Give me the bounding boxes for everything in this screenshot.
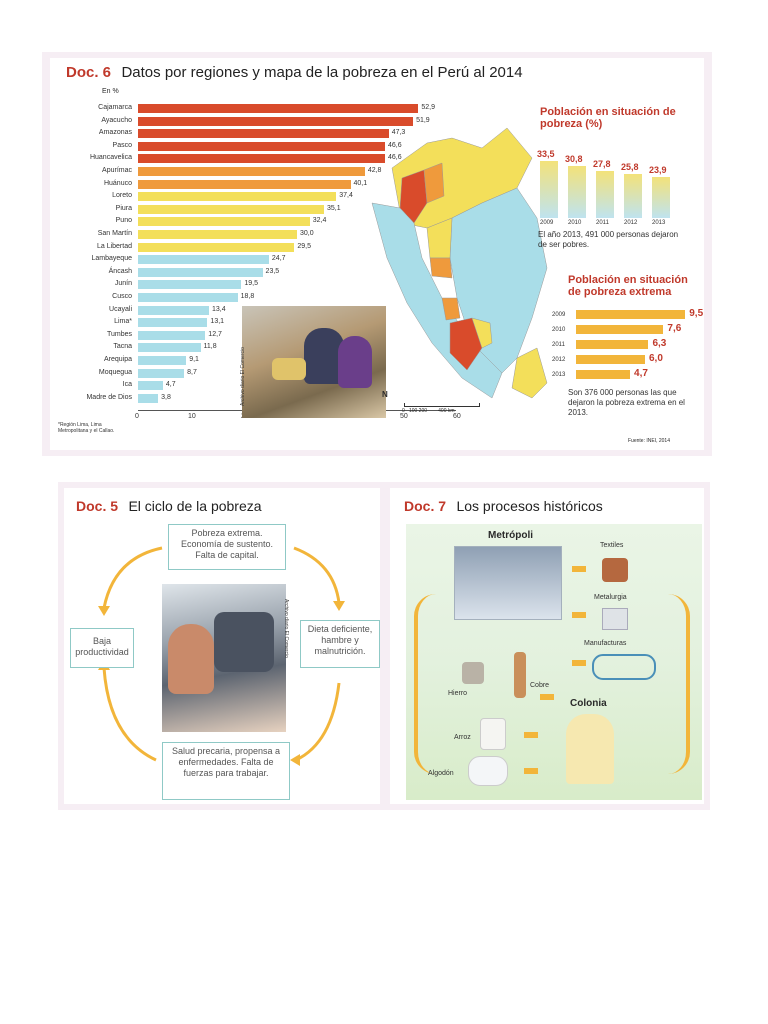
arrow-left <box>540 694 554 700</box>
poverty-year-label: 2010 <box>568 220 582 226</box>
basket-shape <box>272 358 306 380</box>
woman-shape <box>168 624 214 694</box>
process-diagram <box>406 524 702 800</box>
bar-category-label: Lima* <box>114 318 132 326</box>
region-bar <box>138 217 310 226</box>
bar-category-label: Tumbes <box>106 330 132 338</box>
bar-value-label: 35,1 <box>327 204 341 212</box>
doc6-label: Doc. 6 <box>66 64 112 81</box>
bar-value-label: 46,6 <box>387 141 402 149</box>
north-arrow <box>382 390 388 399</box>
cycle-arrow <box>104 548 162 608</box>
extreme-year-label: 2012 <box>552 357 566 363</box>
region-bar <box>138 306 209 315</box>
extreme-value-label: 9,5 <box>689 308 704 319</box>
extreme-bar <box>576 340 648 349</box>
item-algodon: Algodón <box>428 770 454 777</box>
region-bar <box>138 205 324 214</box>
bar-value-label: 40,1 <box>353 179 368 187</box>
crowd-shape <box>214 612 274 672</box>
region-bar <box>138 180 351 189</box>
region-bar <box>138 356 186 365</box>
unit-label: En % <box>102 88 119 95</box>
colonia-label: Colonia <box>570 698 607 709</box>
photo-credit: Archivo diario El Comercio <box>283 599 289 658</box>
bar-value-label: 51,9 <box>416 116 430 124</box>
bar-category-label: Ayacucho <box>101 116 132 124</box>
bar-category-label: Huancavelica <box>89 154 132 162</box>
cycle-box-top: Pobreza extrema. Economía de sustento. Falta de capital. <box>168 524 286 570</box>
cycle-arrow <box>104 668 156 760</box>
region-bar <box>138 255 269 264</box>
region-bar <box>138 331 205 340</box>
bar-value-label: 52,9 <box>421 104 435 111</box>
bar-value-label: 23,5 <box>265 267 280 275</box>
poverty-value-label: 30,8 <box>565 153 583 164</box>
item-hierro: Hierro <box>448 690 468 697</box>
bar-category-label: Madre de Dios <box>86 393 132 401</box>
poverty-column <box>624 174 642 218</box>
poverty-value-label: 25,8 <box>621 162 639 173</box>
bar-category-label: Moquegua <box>98 368 132 376</box>
extreme-bar <box>576 370 630 379</box>
bar-category-label: Apurímac <box>102 167 132 174</box>
bar-category-label: Tacna <box>113 343 132 351</box>
bar-category-label: Áncash <box>108 267 132 275</box>
poverty-year-label: 2012 <box>624 220 638 226</box>
extreme-bar <box>576 355 645 364</box>
bar-value-label: 13,4 <box>212 305 226 313</box>
doc6-title: Datos por regiones y mapa de la pobreza en el Perú al 2014 <box>121 64 523 81</box>
arrowhead <box>333 601 345 611</box>
map-pasco-region <box>430 258 452 278</box>
doc7-panel <box>390 488 704 804</box>
doc5-doc7-panel <box>58 482 710 810</box>
doc5-panel <box>64 488 380 804</box>
map-scale-bar <box>404 403 480 407</box>
bar-category-label: Puno <box>115 217 132 225</box>
bar-category-label: Ucayali <box>109 305 132 313</box>
region-bar <box>138 343 201 352</box>
bar-value-label: 32,4 <box>312 217 327 225</box>
poverty-column <box>540 161 558 218</box>
extreme-year-label: 2011 <box>552 342 565 348</box>
arrowhead <box>98 606 110 616</box>
extreme-bar <box>576 310 685 319</box>
bar-category-label: Huánuco <box>103 179 132 187</box>
bar-category-label: Pasco <box>112 141 132 149</box>
bar-value-label: 11,8 <box>203 343 217 351</box>
extreme-chart-title: Población en situación de pobreza extrema <box>568 274 688 298</box>
region-bar <box>138 381 163 390</box>
bar-value-label: 8,7 <box>187 368 197 376</box>
region-bar <box>138 394 158 403</box>
region-bar <box>138 167 365 176</box>
poverty-value-label: 23,9 <box>649 165 667 176</box>
bar-category-label: Lambayeque <box>91 255 132 263</box>
region-bar <box>138 192 336 201</box>
market-photo <box>162 584 289 732</box>
arrow-right <box>572 660 586 666</box>
extreme-value-label: 4,7 <box>634 368 648 379</box>
arrow-left <box>524 768 538 774</box>
extreme-year-label: 2010 <box>552 327 566 333</box>
poverty-year-label: 2013 <box>652 220 666 226</box>
doc6-panel <box>42 52 712 456</box>
extreme-value-label: 6,0 <box>649 353 663 364</box>
bar-value-label: 13,1 <box>210 318 225 326</box>
bar-value-label: 19,5 <box>244 280 258 288</box>
iron-icon <box>462 662 484 684</box>
x-tick-label: 50 <box>400 413 408 421</box>
bar-category-label: Loreto <box>112 192 132 200</box>
cycle-box-left: Baja productividad <box>70 628 134 668</box>
bar-value-label: 24,7 <box>271 255 286 263</box>
bar-category-label: Arequipa <box>103 356 132 363</box>
region-bar <box>138 280 241 289</box>
region-bar <box>138 318 207 327</box>
arrow-right <box>572 612 586 618</box>
extreme-value-label: 7,6 <box>667 323 682 334</box>
arrowhead <box>290 754 300 766</box>
rice-icon <box>480 718 506 750</box>
doc5-title: El ciclo de la pobreza <box>128 498 262 514</box>
doc7-title: Los procesos históricos <box>456 498 603 514</box>
source-label: Fuente: INEI, 2014 <box>628 438 670 444</box>
region-bar <box>138 369 184 378</box>
bar-category-label: San Martín <box>97 230 132 237</box>
bar-value-label: 4,7 <box>165 381 176 389</box>
region-bar <box>138 230 297 239</box>
bar-value-label: 42,8 <box>367 167 382 174</box>
extreme-bar-chart <box>552 304 702 384</box>
bar-category-label: Amazonas <box>98 129 132 137</box>
map-scale-label: 0 100 200 400 km <box>402 408 455 414</box>
bar-value-label: 46,6 <box>387 154 402 162</box>
bar-category-label: Ica <box>122 381 132 389</box>
bar-value-label: 47,3 <box>391 129 406 137</box>
metropoli-image <box>454 546 562 620</box>
footnote: *Región Lima, Lima Metropolitana y el Callao. <box>58 422 115 434</box>
bar-category-label: Piura <box>115 204 132 212</box>
poverty-note: El año 2013, 491 000 personas dejaron de ser pobres. <box>538 230 679 249</box>
x-tick-label: 60 <box>453 413 461 421</box>
poverty-value-label: 33,5 <box>537 149 555 160</box>
bar-value-label: 9,1 <box>189 356 199 363</box>
north-label: N <box>382 390 388 399</box>
item-arroz: Arroz <box>454 734 471 741</box>
right-cycle-arrow <box>668 594 690 774</box>
colonia-figure <box>566 714 614 784</box>
region-bar <box>138 243 294 252</box>
doc7-label: Doc. 7 <box>404 498 447 514</box>
region-bar <box>138 293 238 302</box>
extreme-year-label: 2009 <box>552 312 566 318</box>
extreme-year-label: 2013 <box>552 372 566 378</box>
bar-value-label: 3,8 <box>161 393 171 401</box>
bar-value-label: 30,0 <box>300 230 314 237</box>
poverty-column <box>596 171 614 218</box>
metal-icon <box>602 608 628 630</box>
cycle-box-right: Dieta deficiente, hambre y malnutrición. <box>300 620 380 668</box>
x-tick-label: 10 <box>188 413 196 421</box>
extreme-bar <box>576 325 663 334</box>
poverty-year-label: 2009 <box>540 220 554 226</box>
poverty-chart-title: Población en situación de pobreza (%) <box>540 106 676 130</box>
photo-credit: Archivo diario El Comercio <box>240 347 246 406</box>
arrow-left <box>524 732 538 738</box>
item-cobre: Cobre <box>530 682 550 689</box>
poverty-column <box>568 166 586 218</box>
extreme-value-label: 6,3 <box>652 338 667 349</box>
bar-value-label: 29,5 <box>297 242 311 250</box>
arrow-right <box>572 566 586 572</box>
shirt-icon <box>602 558 628 582</box>
doc5-label: Doc. 5 <box>76 498 119 514</box>
bar-category-label: Cusco <box>112 293 132 300</box>
bar-category-label: Junín <box>114 280 132 288</box>
bicycle-icon <box>592 654 656 680</box>
poverty-column-chart <box>534 138 694 228</box>
copper-icon <box>514 652 526 698</box>
map-amazonas-region <box>424 163 444 203</box>
bar-category-label: La Libertad <box>96 242 132 250</box>
item-manufacturas: Manufacturas <box>584 640 627 647</box>
region-bar <box>138 268 263 277</box>
poverty-value-label: 27,8 <box>593 158 611 169</box>
extreme-note: Son 376 000 personas las que dejaron la pobreza extrema en el 2013. <box>568 388 685 417</box>
poverty-column <box>652 177 670 218</box>
bar-value-label: 12,7 <box>208 330 222 338</box>
bar-value-label: 37,4 <box>339 192 353 200</box>
x-tick-label: 0 <box>135 413 139 421</box>
left-cycle-arrow <box>414 594 436 774</box>
cycle-arrow <box>294 548 339 603</box>
cotton-icon <box>468 756 508 786</box>
cycle-arrow <box>296 683 339 760</box>
cycle-box-bottom: Salud precaria, propensa a enfermedades. Falta de fuerzas para trabajar. <box>162 742 290 800</box>
doc6-content <box>50 58 704 450</box>
metropoli-label: Metrópoli <box>488 530 533 541</box>
item-metalurgia: Metalurgia <box>594 594 627 601</box>
poverty-year-label: 2011 <box>596 220 609 226</box>
bar-value-label: 18,8 <box>240 293 255 300</box>
bar-category-label: Cajamarca <box>98 104 132 111</box>
item-textiles: Textiles <box>600 542 624 549</box>
